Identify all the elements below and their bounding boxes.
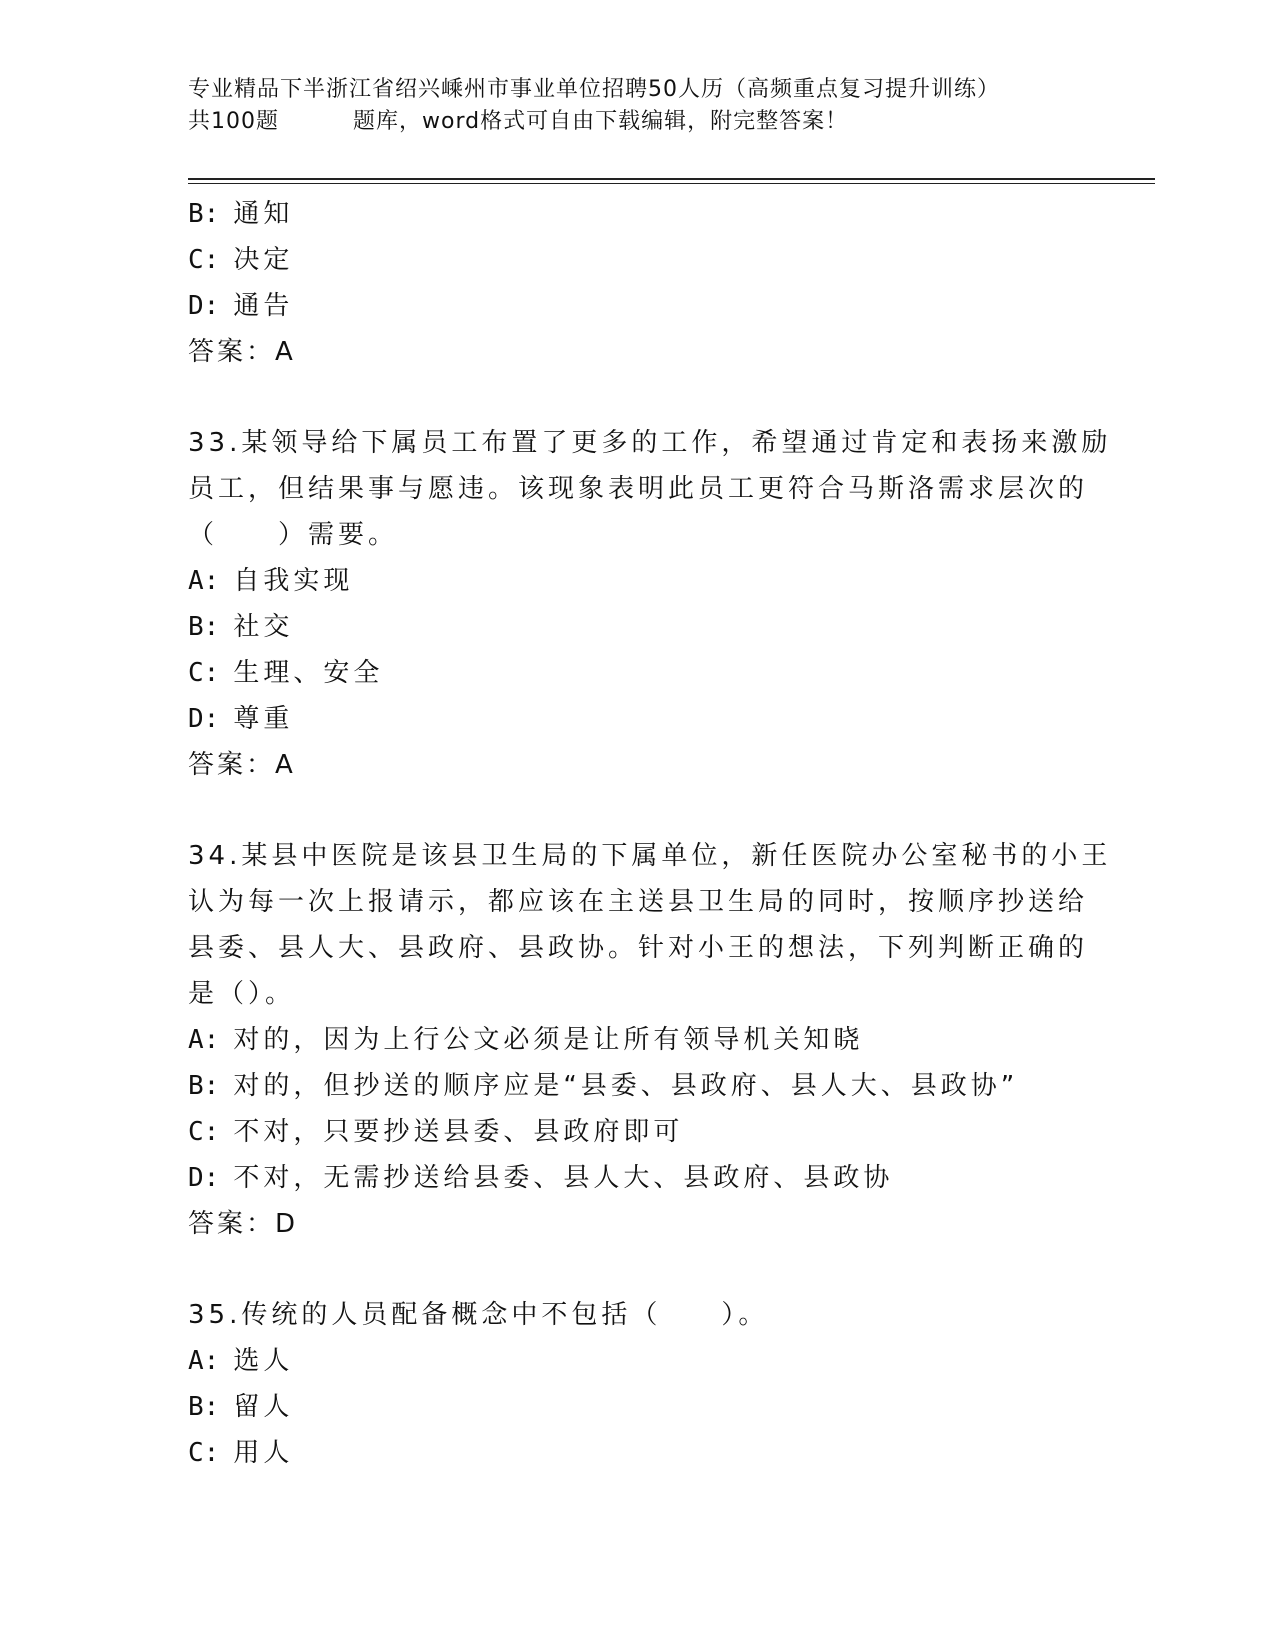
header-subtitle-line — [188, 106, 1088, 138]
question-stem-line: 33.某领导给下属员工布置了更多的工作，希望通过肯定和表扬来激励 — [188, 428, 1112, 458]
option-a: A: 选人 — [188, 1346, 294, 1376]
question-stem-line: 是（）。 — [188, 979, 296, 1009]
header-divider-thin — [188, 183, 1155, 184]
option-d: D: 通告 — [188, 291, 294, 321]
option-d: D: 不对，无需抄送给县委、县人大、县政府、县政协 — [188, 1163, 894, 1193]
answer-line: 答案：A — [188, 337, 293, 367]
question-35 — [188, 1292, 1088, 1476]
option-c: C: 用人 — [188, 1438, 294, 1468]
question-stem-line: （ ）需要。 — [188, 520, 399, 550]
answer-line: 答案：A — [188, 750, 293, 780]
question-content — [188, 191, 1112, 1476]
option-d: D: 尊重 — [188, 704, 294, 734]
option-a: A: 自我实现 — [188, 566, 354, 596]
answer-line: 答案：D — [188, 1209, 296, 1239]
option-b: B: 通知 — [188, 199, 294, 229]
option-c: C: 不对，只要抄送县委、县政府即可 — [188, 1117, 684, 1147]
header-title-line: 专业精品下半浙江省绍兴嵊州市事业单位招聘50人历（高频重点复习提升训练） — [188, 77, 1000, 102]
option-b: B: 社交 — [188, 612, 294, 642]
question-stem-line: 34.某县中医院是该县卫生局的下属单位，新任医院办公室秘书的小王 — [188, 841, 1112, 871]
question-stem-line: 县委、县人大、县政府、县政协。针对小王的想法，下列判断正确的 — [188, 933, 1089, 963]
option-b: B: 对的，但抄送的顺序应是“县委、县政府、县人大、县政协” — [188, 1071, 1019, 1101]
header-divider-thick — [188, 178, 1155, 180]
question-33 — [188, 420, 1112, 788]
question-32 — [188, 191, 1088, 375]
option-c: C: 决定 — [188, 245, 294, 275]
option-a: A: 对的，因为上行公文必须是让所有领导机关知晓 — [188, 1025, 864, 1055]
question-stem-line: 认为每一次上报请示，都应该在主送县卫生局的同时，按顺序抄送给 — [188, 887, 1089, 917]
option-c: C: 生理、安全 — [188, 658, 384, 688]
question-stem-line: 35.传统的人员配备概念中不包括（ ）。 — [188, 1300, 769, 1330]
option-b: B: 留人 — [188, 1392, 294, 1422]
header-count: 共100题 — [188, 109, 279, 134]
header-description: 题库，word格式可自由下载编辑，附完整答案！ — [353, 109, 849, 134]
question-stem-line: 员工，但结果事与愿违。该现象表明此员工更符合马斯洛需求层次的 — [188, 474, 1089, 504]
page-header — [188, 74, 1088, 138]
question-34 — [188, 833, 1112, 1247]
